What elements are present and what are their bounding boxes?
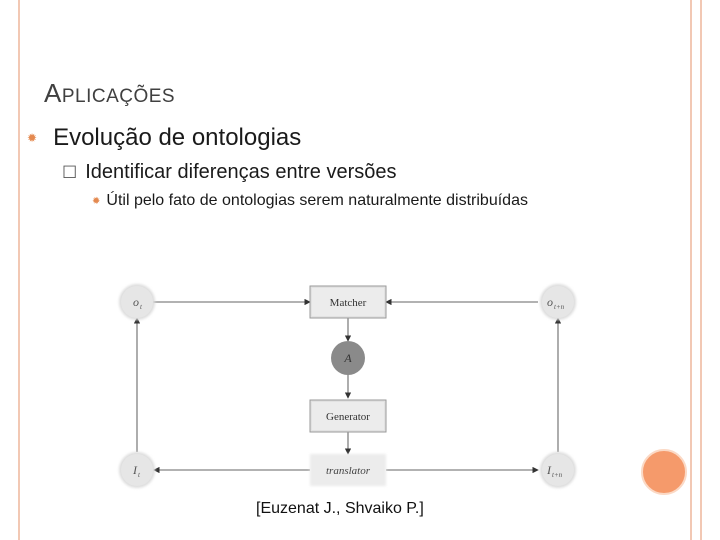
translator-box bbox=[310, 454, 386, 486]
bullet-level3-text: Útil pelo fato de ontologias serem naturalmente distribuídas bbox=[106, 192, 528, 209]
citation-caption: [Euzenat J., Shvaiko P.] bbox=[256, 500, 424, 517]
checkbox-bullet-icon: ☐ bbox=[62, 162, 78, 182]
node-I-tn-sub: t+n bbox=[552, 471, 563, 479]
frame-line-left bbox=[18, 0, 20, 540]
node-I-t-sub: t bbox=[138, 471, 140, 479]
node-o-tn-sub: t+n bbox=[554, 303, 565, 311]
decorative-circle bbox=[641, 449, 687, 495]
title-initial: A bbox=[44, 78, 62, 108]
matcher-label: Matcher bbox=[329, 297, 367, 309]
title-rest: PLICAÇÕES bbox=[61, 86, 176, 107]
bullet-level2 bbox=[62, 161, 397, 184]
generator-box bbox=[310, 400, 386, 432]
translator-label: translator bbox=[325, 465, 371, 477]
bullet-level1 bbox=[27, 124, 301, 152]
matcher-box bbox=[310, 286, 386, 318]
bullet-level3 bbox=[92, 192, 528, 210]
ontology-evolution-diagram bbox=[110, 276, 590, 496]
node-A-label: A bbox=[344, 351, 352, 365]
bullet-level1-text: Evolução de ontologias bbox=[53, 124, 302, 151]
frame-line-right-1 bbox=[690, 0, 692, 540]
bullet-level2-text: Identificar diferenças entre versões bbox=[85, 161, 397, 183]
gear-bullet-icon: ✹ bbox=[92, 195, 101, 207]
node-I-tn bbox=[540, 452, 576, 488]
node-I-t-label: I bbox=[133, 463, 137, 477]
node-o-t-label: o bbox=[133, 295, 139, 309]
node-o-tn bbox=[540, 284, 576, 320]
slide-title bbox=[44, 78, 175, 109]
generator-label: Generator bbox=[326, 411, 370, 423]
node-I-tn-label: I bbox=[547, 463, 551, 477]
frame-line-right-2 bbox=[700, 0, 702, 540]
gear-bullet-icon: ✹ bbox=[27, 131, 38, 145]
node-o-t bbox=[119, 284, 155, 320]
node-A bbox=[331, 341, 365, 375]
node-I-t bbox=[119, 452, 155, 488]
node-o-t-sub: t bbox=[140, 303, 142, 311]
node-o-tn-label: o bbox=[547, 295, 553, 309]
